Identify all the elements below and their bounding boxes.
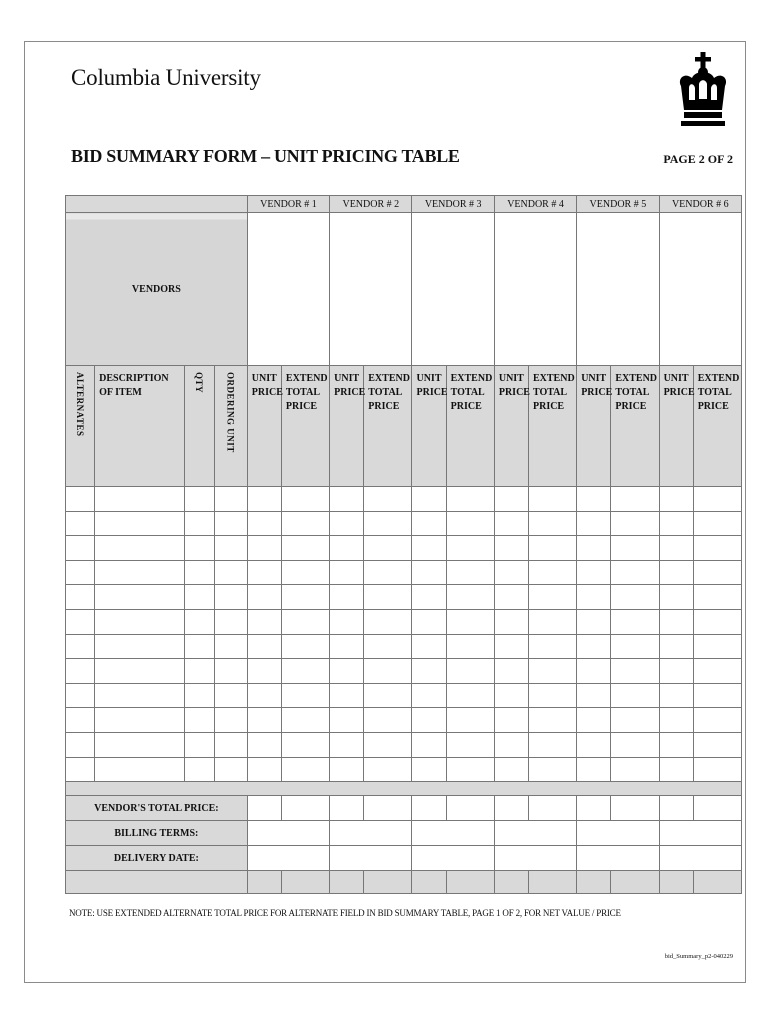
extend-total-price-cell[interactable]	[446, 708, 494, 733]
unit-price-cell[interactable]	[330, 536, 364, 561]
bottom-row	[66, 871, 742, 894]
extend-total-price-cell[interactable]	[528, 757, 576, 782]
extend-total-price-header: EXTEND TOTAL PRICE	[697, 373, 740, 412]
unit-price-cell[interactable]	[494, 536, 528, 561]
unit-price-cell[interactable]	[577, 683, 611, 708]
extend-total-price-cell[interactable]	[281, 536, 329, 561]
unit-price-cell[interactable]	[330, 560, 364, 585]
extend-total-price-cell[interactable]	[446, 585, 494, 610]
unit-price-cell[interactable]	[247, 536, 281, 561]
unit-price-cell[interactable]	[247, 560, 281, 585]
column-header-row	[66, 366, 742, 487]
extend-total-price-cell[interactable]	[364, 560, 412, 585]
qty-cell[interactable]	[184, 757, 214, 782]
alternates-cell[interactable]	[66, 634, 95, 659]
unit-price-cell[interactable]	[659, 634, 693, 659]
ordering-unit-cell[interactable]	[214, 585, 247, 610]
unit-price-cell[interactable]	[330, 708, 364, 733]
unit-price-cell[interactable]	[577, 634, 611, 659]
unit-price-cell[interactable]	[330, 585, 364, 610]
extend-total-price-cell[interactable]	[611, 609, 659, 634]
table-row	[66, 609, 742, 634]
alternates-cell[interactable]	[66, 757, 95, 782]
unit-price-cell[interactable]	[494, 609, 528, 634]
extend-total-price-cell[interactable]	[611, 659, 659, 684]
unit-price-cell[interactable]	[577, 732, 611, 757]
unit-price-cell[interactable]	[659, 585, 693, 610]
vendor-name-field[interactable]	[494, 213, 576, 366]
extend-total-price-cell[interactable]	[446, 683, 494, 708]
billing-terms-row	[66, 821, 742, 846]
item-rows	[66, 487, 742, 782]
extend-total-price-cell[interactable]	[281, 560, 329, 585]
unit-pricing-table	[65, 195, 742, 894]
table-row	[66, 683, 742, 708]
extend-total-price-cell[interactable]	[528, 536, 576, 561]
ordering-unit-cell[interactable]	[214, 609, 247, 634]
table-row	[66, 536, 742, 561]
extend-total-price-cell[interactable]	[528, 560, 576, 585]
qty-cell[interactable]	[184, 585, 214, 610]
extend-total-price-cell[interactable]	[611, 757, 659, 782]
extend-total-price-cell[interactable]	[611, 585, 659, 610]
unit-price-cell[interactable]	[247, 634, 281, 659]
vendor-name-field[interactable]	[577, 213, 659, 366]
unit-price-cell[interactable]	[412, 609, 446, 634]
unit-price-cell[interactable]	[330, 487, 364, 512]
form-title: BID SUMMARY FORM – UNIT PRICING TABLE	[71, 146, 460, 166]
delivery-date-row	[66, 846, 742, 871]
extend-total-price-cell[interactable]	[693, 732, 741, 757]
extend-total-price-cell[interactable]	[281, 609, 329, 634]
extend-total-price-cell[interactable]	[281, 511, 329, 536]
table-row	[66, 659, 742, 684]
page-number: PAGE 2 OF 2	[663, 152, 733, 166]
description-cell[interactable]	[95, 683, 184, 708]
extend-total-price-cell[interactable]	[611, 511, 659, 536]
form-page	[24, 41, 746, 983]
document-id: bid_Summary_p2-040229	[664, 953, 733, 960]
vendor-header: VENDOR # 5	[577, 196, 659, 213]
vendors-label: VENDORS	[66, 213, 248, 366]
extend-total-price-cell[interactable]	[693, 609, 741, 634]
extend-total-price-cell[interactable]	[364, 536, 412, 561]
unit-price-cell[interactable]	[330, 757, 364, 782]
description-cell[interactable]	[95, 708, 184, 733]
unit-price-cell[interactable]	[412, 683, 446, 708]
table-row	[66, 732, 742, 757]
unit-price-cell[interactable]	[659, 757, 693, 782]
ordering-unit-cell[interactable]	[214, 659, 247, 684]
vendor-header: VENDOR # 1	[247, 196, 329, 213]
extend-total-price-cell[interactable]	[446, 487, 494, 512]
extend-total-price-cell[interactable]	[611, 487, 659, 512]
unit-price-cell[interactable]	[247, 487, 281, 512]
unit-price-header: UNIT PRICE	[663, 373, 695, 398]
extend-total-price-cell[interactable]	[364, 609, 412, 634]
extend-total-price-cell[interactable]	[528, 732, 576, 757]
description-cell[interactable]	[95, 757, 184, 782]
unit-price-cell[interactable]	[412, 560, 446, 585]
unit-price-cell[interactable]	[577, 659, 611, 684]
extend-total-price-cell[interactable]	[611, 732, 659, 757]
extend-total-price-cell[interactable]	[446, 560, 494, 585]
extend-total-price-cell[interactable]	[281, 487, 329, 512]
unit-price-cell[interactable]	[494, 757, 528, 782]
unit-price-cell[interactable]	[247, 511, 281, 536]
description-cell[interactable]	[95, 634, 184, 659]
qty-cell[interactable]	[184, 511, 214, 536]
ordering-unit-cell[interactable]	[214, 634, 247, 659]
unit-price-cell[interactable]	[247, 659, 281, 684]
extend-total-price-cell[interactable]	[528, 708, 576, 733]
extend-total-price-cell[interactable]	[446, 659, 494, 684]
unit-price-header: UNIT PRICE	[334, 373, 366, 398]
qty-header: QTY	[194, 372, 205, 394]
footer-note: NOTE: USE EXTENDED ALTERNATE TOTAL PRICE FOR ALTERNATE FIELD IN BID SUMMARY TABLE, PAGE 1 OF 2, FOR NET VALUE / PRICE	[69, 908, 621, 918]
vendor-name-field[interactable]	[330, 213, 412, 366]
unit-price-cell[interactable]	[330, 634, 364, 659]
unit-price-cell[interactable]	[659, 609, 693, 634]
extend-total-price-cell[interactable]	[693, 683, 741, 708]
description-cell[interactable]	[95, 732, 184, 757]
unit-price-header: UNIT PRICE	[416, 373, 448, 398]
extend-total-price-cell[interactable]	[281, 757, 329, 782]
qty-cell[interactable]	[184, 609, 214, 634]
unit-price-cell[interactable]	[412, 634, 446, 659]
unit-price-cell[interactable]	[330, 609, 364, 634]
ordering-unit-cell[interactable]	[214, 560, 247, 585]
delivery-date-label: DELIVERY DATE:	[66, 846, 248, 871]
extend-total-price-cell[interactable]	[364, 511, 412, 536]
qty-cell[interactable]	[184, 708, 214, 733]
unit-price-cell[interactable]	[412, 487, 446, 512]
unit-price-cell[interactable]	[412, 757, 446, 782]
unit-price-cell[interactable]	[659, 732, 693, 757]
qty-cell[interactable]	[184, 560, 214, 585]
alternates-cell[interactable]	[66, 683, 95, 708]
extend-total-price-cell[interactable]	[528, 634, 576, 659]
qty-cell[interactable]	[184, 659, 214, 684]
vendor-name-row	[66, 213, 742, 366]
extend-total-price-cell[interactable]	[446, 634, 494, 659]
extend-total-price-cell[interactable]	[364, 634, 412, 659]
extend-total-price-header: EXTEND TOTAL PRICE	[450, 373, 493, 412]
extend-total-price-cell[interactable]	[693, 511, 741, 536]
table-row	[66, 511, 742, 536]
description-cell[interactable]	[95, 659, 184, 684]
unit-price-cell[interactable]	[247, 609, 281, 634]
alternates-cell[interactable]	[66, 708, 95, 733]
extend-total-price-cell[interactable]	[281, 732, 329, 757]
alternates-cell[interactable]	[66, 659, 95, 684]
qty-cell[interactable]	[184, 732, 214, 757]
description-cell[interactable]	[95, 609, 184, 634]
extend-total-price-cell[interactable]	[693, 487, 741, 512]
extend-total-price-cell[interactable]	[446, 511, 494, 536]
alternates-cell[interactable]	[66, 487, 95, 512]
extend-total-price-cell[interactable]	[611, 683, 659, 708]
extend-total-price-cell[interactable]	[693, 708, 741, 733]
unit-price-cell[interactable]	[412, 732, 446, 757]
unit-price-cell[interactable]	[577, 536, 611, 561]
description-cell[interactable]	[95, 560, 184, 585]
extend-total-price-cell[interactable]	[281, 585, 329, 610]
alternates-cell[interactable]	[66, 609, 95, 634]
qty-cell[interactable]	[184, 634, 214, 659]
unit-price-cell[interactable]	[330, 732, 364, 757]
extend-total-price-cell[interactable]	[364, 659, 412, 684]
unit-price-cell[interactable]	[494, 659, 528, 684]
table-row	[66, 585, 742, 610]
vendor-header: VENDOR # 2	[330, 196, 412, 213]
vendor-header: VENDOR # 3	[412, 196, 494, 213]
unit-price-cell[interactable]	[494, 487, 528, 512]
qty-cell[interactable]	[184, 536, 214, 561]
extend-total-price-cell[interactable]	[364, 732, 412, 757]
table-row	[66, 634, 742, 659]
extend-total-price-cell[interactable]	[446, 536, 494, 561]
description-cell[interactable]	[95, 487, 184, 512]
qty-cell[interactable]	[184, 683, 214, 708]
unit-price-header: UNIT PRICE	[251, 373, 283, 398]
extend-total-price-cell[interactable]	[281, 634, 329, 659]
extend-total-price-cell[interactable]	[693, 634, 741, 659]
unit-price-cell[interactable]	[412, 708, 446, 733]
ordering-unit-cell[interactable]	[214, 757, 247, 782]
ordering-unit-cell[interactable]	[214, 732, 247, 757]
unit-price-cell[interactable]	[659, 536, 693, 561]
extend-total-price-cell[interactable]	[693, 659, 741, 684]
unit-price-cell[interactable]	[659, 487, 693, 512]
extend-total-price-header: EXTEND TOTAL PRICE	[615, 373, 658, 412]
extend-total-price-header: EXTEND TOTAL PRICE	[368, 373, 410, 412]
extend-total-price-cell[interactable]	[446, 757, 494, 782]
unit-price-cell[interactable]	[494, 708, 528, 733]
unit-price-cell[interactable]	[494, 560, 528, 585]
table-row	[66, 757, 742, 782]
unit-price-cell[interactable]	[412, 536, 446, 561]
vendor-name-field[interactable]	[659, 213, 741, 366]
qty-cell[interactable]	[184, 487, 214, 512]
vendor-header: VENDOR # 4	[494, 196, 576, 213]
extend-total-price-cell[interactable]	[364, 757, 412, 782]
extend-total-price-cell[interactable]	[611, 536, 659, 561]
extend-total-price-cell[interactable]	[528, 659, 576, 684]
unit-price-cell[interactable]	[247, 757, 281, 782]
unit-price-cell[interactable]	[659, 683, 693, 708]
extend-total-price-cell[interactable]	[364, 487, 412, 512]
extend-total-price-header: EXTEND TOTAL PRICE	[532, 373, 575, 412]
extend-total-price-cell[interactable]	[281, 659, 329, 684]
extend-total-price-cell[interactable]	[364, 708, 412, 733]
unit-price-cell[interactable]	[659, 560, 693, 585]
extend-total-price-cell[interactable]	[693, 536, 741, 561]
alternates-header: ALTERNATES	[75, 372, 86, 437]
vendor-header: VENDOR # 6	[659, 196, 741, 213]
unit-price-cell[interactable]	[577, 609, 611, 634]
unit-price-cell[interactable]	[330, 659, 364, 684]
extend-total-price-cell[interactable]	[693, 757, 741, 782]
extend-total-price-cell[interactable]	[364, 585, 412, 610]
extend-total-price-cell[interactable]	[446, 609, 494, 634]
table-row	[66, 560, 742, 585]
extend-total-price-cell[interactable]	[693, 585, 741, 610]
table-row	[66, 487, 742, 512]
extend-total-price-cell[interactable]	[611, 634, 659, 659]
unit-price-cell[interactable]	[494, 683, 528, 708]
vendors-total-price-label: VENDOR'S TOTAL PRICE:	[66, 796, 248, 821]
description-header: DESCRIPTION OF ITEM	[99, 373, 169, 398]
unit-price-cell[interactable]	[247, 732, 281, 757]
unit-price-cell[interactable]	[659, 511, 693, 536]
extend-total-price-cell[interactable]	[611, 708, 659, 733]
unit-price-cell[interactable]	[494, 511, 528, 536]
extend-total-price-cell[interactable]	[281, 708, 329, 733]
alternates-cell[interactable]	[66, 732, 95, 757]
unit-price-cell[interactable]	[577, 585, 611, 610]
extend-total-price-cell[interactable]	[528, 511, 576, 536]
ordering-unit-cell[interactable]	[214, 708, 247, 733]
extend-total-price-cell[interactable]	[528, 683, 576, 708]
vendor-header-row	[66, 196, 742, 213]
unit-price-cell[interactable]	[412, 585, 446, 610]
unit-price-cell[interactable]	[577, 757, 611, 782]
extend-total-price-cell[interactable]	[364, 683, 412, 708]
extend-total-price-header: EXTEND TOTAL PRICE	[285, 373, 328, 412]
alternates-cell[interactable]	[66, 585, 95, 610]
unit-price-header: UNIT PRICE	[498, 373, 530, 398]
unit-price-cell[interactable]	[577, 708, 611, 733]
columbia-crown-icon	[675, 52, 731, 134]
unit-price-cell[interactable]	[659, 708, 693, 733]
unit-price-cell[interactable]	[412, 511, 446, 536]
unit-price-cell[interactable]	[577, 487, 611, 512]
ordering-unit-cell[interactable]	[214, 683, 247, 708]
ordering-unit-cell[interactable]	[214, 511, 247, 536]
unit-price-cell[interactable]	[247, 683, 281, 708]
extend-total-price-cell[interactable]	[528, 487, 576, 512]
unit-price-cell[interactable]	[330, 511, 364, 536]
university-name: Columbia University	[71, 65, 261, 90]
unit-price-cell[interactable]	[659, 659, 693, 684]
unit-price-cell[interactable]	[247, 585, 281, 610]
description-cell[interactable]	[95, 511, 184, 536]
vendor-name-field[interactable]	[247, 213, 329, 366]
ordering-unit-cell[interactable]	[214, 487, 247, 512]
unit-price-cell[interactable]	[494, 732, 528, 757]
extend-total-price-cell[interactable]	[281, 683, 329, 708]
billing-terms-label: BILLING TERMS:	[66, 821, 248, 846]
extend-total-price-cell[interactable]	[528, 585, 576, 610]
description-cell[interactable]	[95, 585, 184, 610]
separator-row	[66, 782, 742, 796]
unit-price-cell[interactable]	[412, 659, 446, 684]
description-cell[interactable]	[95, 536, 184, 561]
unit-price-cell[interactable]	[577, 511, 611, 536]
unit-price-cell[interactable]	[577, 560, 611, 585]
ordering-unit-header: ORDERING UNIT	[225, 372, 236, 453]
unit-price-cell[interactable]	[330, 683, 364, 708]
total-price-row	[66, 796, 742, 821]
unit-price-header: UNIT PRICE	[581, 373, 613, 398]
alternates-cell[interactable]	[66, 560, 95, 585]
vendor-name-field[interactable]	[412, 213, 494, 366]
unit-price-cell[interactable]	[494, 585, 528, 610]
ordering-unit-cell[interactable]	[214, 536, 247, 561]
alternates-cell[interactable]	[66, 536, 95, 561]
extend-total-price-cell[interactable]	[693, 560, 741, 585]
extend-total-price-cell[interactable]	[528, 609, 576, 634]
extend-total-price-cell[interactable]	[611, 560, 659, 585]
unit-price-cell[interactable]	[247, 708, 281, 733]
alternates-cell[interactable]	[66, 511, 95, 536]
extend-total-price-cell[interactable]	[446, 732, 494, 757]
table-row	[66, 708, 742, 733]
unit-price-cell[interactable]	[494, 634, 528, 659]
